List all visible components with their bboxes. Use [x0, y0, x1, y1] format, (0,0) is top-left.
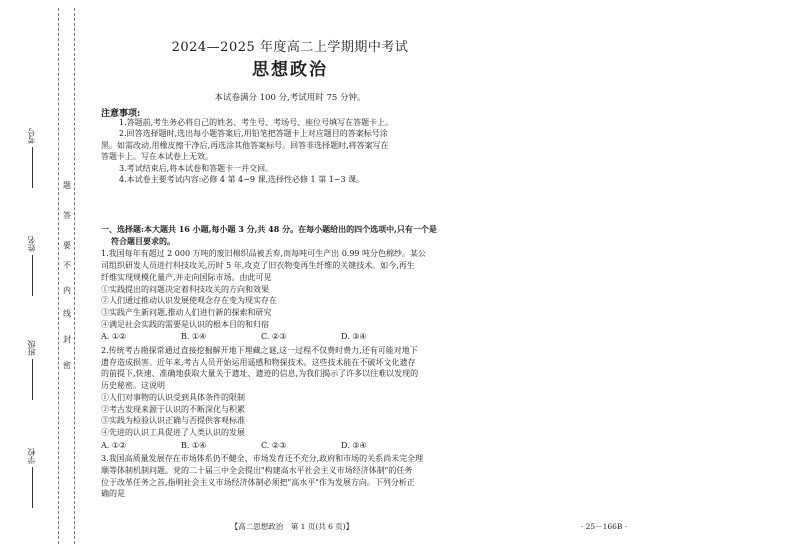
statement-option: ②人们通过推动认识发展使观念存在变为现实存在 [101, 296, 277, 306]
question-stem-line: 顺等体制机制问题。党的二十届三中全会提出"构建高水平社会主义市场经济体制"的任务 [101, 466, 413, 476]
question-stem-line: 3.我国高质量发展存在市场体系仍不健全、市场发育还不充分,政府和市场的关系尚未完全理 [101, 454, 424, 464]
notes-heading: 注意事项: [101, 109, 141, 119]
field-class [22, 340, 42, 400]
note-item: 2.回答选择题时,选出每小题答案后,用铅笔把答题卡上对应题目的答案标号涂 [119, 129, 388, 139]
statement-option: ③实践产生新问题,推动人们进行新的探索和研究 [101, 307, 272, 317]
answer-choices [101, 331, 441, 343]
question-stem-line: 遗存造成损害。近年来,考古人员开始运用遥感和物探技术。这些技术能在不破坏文化遗存 [101, 357, 416, 367]
section-heading-line: 一、选择题:本大题共 16 小题,每小题 3 分,共 48 分。在每小题给出的四个选项中,只有一个是 [101, 224, 437, 234]
section-heading-line: 符合题目要求的。 [111, 235, 175, 246]
choice-d: D. ③④ [341, 332, 367, 342]
page-footer: 【高二思想政治 第 1 页(共 6 页)】 [230, 522, 354, 531]
note-item-continued: 答题卡上。写在本试卷上无效。 [101, 152, 213, 162]
note-item: 1.答题前,考生务必将自己的姓名、考生号、考场号、座位号填写在答题卡上。 [119, 118, 394, 127]
choice-b: B. ①④ [181, 440, 207, 450]
field-exam-number [22, 128, 42, 188]
note-item: 4.本试卷主要考试内容:必修 4 第 4~9 课,选择性必修 1 第 1~3 课。 [119, 175, 365, 185]
statement-option: ②考古发现来源于认识的不断深化与积累 [101, 404, 245, 414]
seal-char: 内 [60, 287, 74, 295]
statement-option: ③实践为检验认识正确与否提供客观标准 [101, 416, 245, 426]
question-3 [101, 453, 441, 500]
field-school-label: 学校 [27, 448, 36, 464]
choice-d: D. ③④ [341, 440, 367, 450]
field-exam-number-label: 考号 [27, 128, 36, 144]
choice-a: A. ①② [101, 332, 127, 342]
choice-c: C. ②③ [261, 440, 287, 450]
exam-title: 2024—2025 年度高二上学期期中考试 [171, 40, 409, 55]
notes-list [101, 117, 423, 185]
statement-option: ①实践提出的问题决定着科技攻关的方向和效果 [101, 284, 269, 294]
statement-option: ④先进的认识工具促进了人类认识的发展 [101, 427, 245, 437]
field-school [22, 448, 42, 508]
question-stem-line: 司组织研发人员进行科技攻关,历时 5 年,攻克了旧衣物变再生纤维的关键技术。如今,再生 [101, 261, 415, 271]
field-class-label: 班级 [27, 340, 36, 356]
statement-option: ④满足社会实践的需要是认识的根本目的和归宿 [101, 319, 269, 329]
question-stem-line: 位于改革任务之首,指明社会主义市场经济体制必须把"高水平"作为发展方向。下列分析正 [101, 477, 415, 487]
question-1 [101, 248, 441, 343]
note-item: 3.考试结束后,将本试卷和答题卡一并交回。 [119, 163, 274, 173]
subject-title: 思想政治 [252, 60, 328, 80]
seal-char: 题 [60, 182, 74, 190]
question-stem-line: 1.我国每年有超过 2 000 万吨的废旧棉织品被丢弃,而每吨可生产出 0.99 吨分色棉纱。某公 [101, 249, 427, 259]
statement-option: ①人们对事物的认识受到具体条件的限制 [101, 392, 245, 402]
question-stem-line: 确的是 [101, 489, 125, 499]
field-name-label: 姓名 [27, 236, 36, 252]
question-stem-line: 纤维实现规模化量产,并走向国际市场。由此可见 [101, 272, 272, 282]
paper-code: · 25－166B · [580, 522, 628, 531]
question-stem-line: 历史秘密。这说明 [101, 381, 165, 391]
answer-choices [101, 440, 441, 452]
binding-line-outer [58, 8, 59, 544]
choice-a: A. ①② [101, 440, 127, 450]
exam-info: 本试卷满分 100 分,考试用时 75 分钟。 [214, 93, 366, 103]
seal-char: 要 [60, 242, 74, 250]
seal-char: 线 [60, 310, 74, 318]
seal-char: 答 [60, 212, 74, 220]
choice-b: B. ①④ [181, 332, 207, 342]
binding-margin [0, 0, 90, 552]
binding-line-inner [74, 8, 75, 544]
note-item-continued: 黑。如需改动,用橡皮擦干净后,再选涂其他答案标号。回答非选择题时,将答案写在 [101, 140, 389, 150]
section-heading [101, 224, 441, 247]
seal-char: 密 [60, 362, 74, 370]
question-2 [101, 345, 441, 451]
question-stem-line: 2.传统考古勘探常通过直接挖掘解开地下埋藏之谜,这一过程不仅费时费力,还有可能对地下 [101, 346, 418, 356]
seal-char: 不 [60, 262, 74, 270]
questions-area [101, 224, 441, 501]
choice-c: C. ②③ [261, 332, 287, 342]
question-stem-line: 的前提下,快速、准确地获取大量关于遗址、遗迹的信息,为我们揭示了许多以往难以发现的 [101, 369, 419, 379]
seal-char: 封 [60, 336, 74, 344]
field-name [22, 236, 42, 296]
